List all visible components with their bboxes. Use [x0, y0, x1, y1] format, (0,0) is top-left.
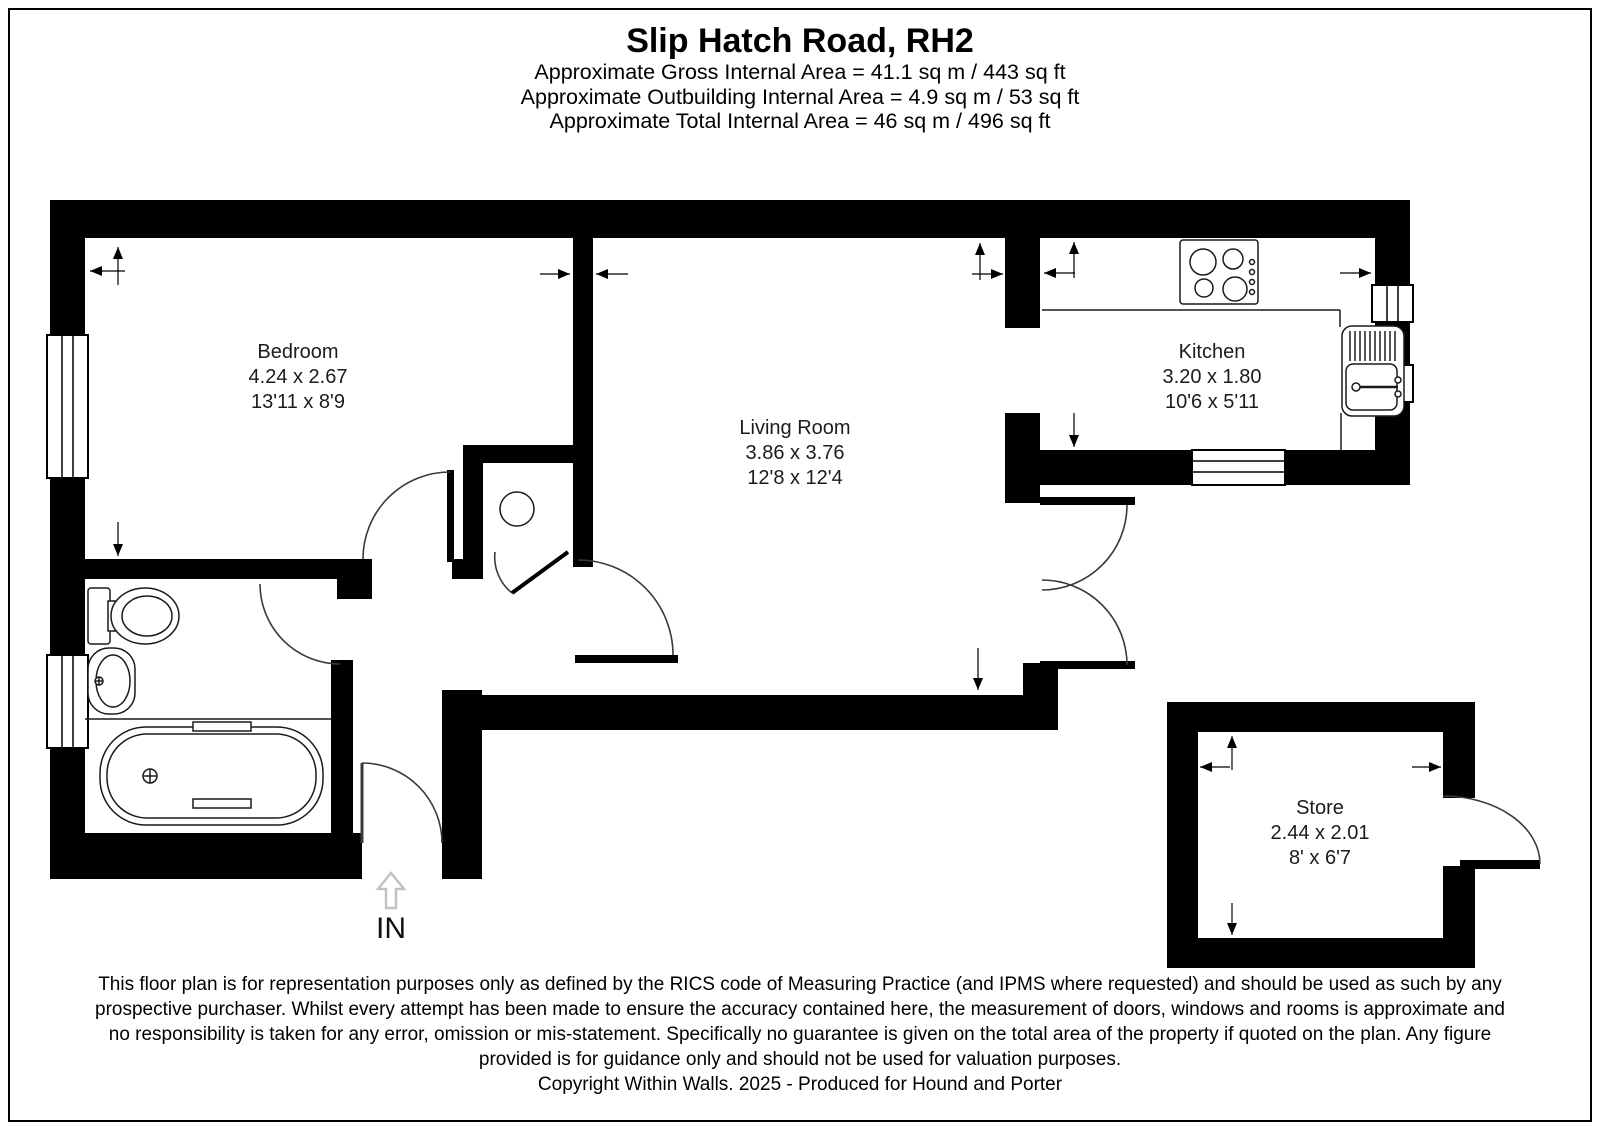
kitchen-window-right-a — [1372, 285, 1413, 322]
bathroom-window — [47, 655, 88, 748]
bedroom-door-arc — [363, 472, 450, 559]
gross-area-line: Approximate Gross Internal Area = 41.1 sq m / 443 sq ft — [534, 60, 1066, 84]
front-door-arc — [362, 763, 442, 843]
store-name: Store — [1296, 797, 1344, 819]
store-wall-right-upper — [1443, 732, 1475, 798]
wall-kitchen-bottom-right — [1285, 450, 1410, 485]
wall-kitchen-divider-upper — [1005, 238, 1040, 328]
wall-bathroom-right — [331, 660, 353, 833]
bedroom-imperial: 13'11 x 8'9 — [250, 391, 345, 413]
sink-basin — [88, 648, 135, 714]
living-room-name: Living Room — [739, 417, 851, 439]
double-door-leaf-top — [1040, 497, 1135, 505]
kitchen-window-bottom — [1192, 450, 1285, 485]
wall-left-b — [50, 478, 85, 655]
living-room-metric: 3.86 x 3.76 — [745, 442, 845, 464]
outbuilding-area-line: Approximate Outbuilding Internal Area = 4.9 sq m / 53 sq ft — [520, 84, 1080, 109]
bedroom-door-leaf — [447, 470, 454, 562]
store-label — [1160, 796, 1480, 871]
kitchen-label — [1052, 340, 1372, 415]
bedroom-window — [47, 335, 88, 478]
wall-living-bottom-right — [1023, 663, 1058, 730]
bedroom-label — [138, 340, 458, 415]
wall-bedroom-bottom — [85, 559, 337, 579]
kitchen-imperial: 10'6 x 5'11 — [1164, 391, 1259, 413]
double-door-arc-top — [1042, 505, 1127, 590]
hob — [1180, 240, 1258, 304]
living-room-imperial: 12'8 x 12'4 — [747, 467, 843, 489]
kitchen-metric: 3.20 x 1.80 — [1162, 366, 1262, 388]
entrance-arrow-icon — [378, 873, 404, 908]
bedroom-metric: 4.24 x 2.67 — [248, 366, 348, 388]
wall-bedroom-step — [337, 559, 372, 599]
wall-kitchen-bottom-left — [1005, 450, 1192, 485]
wall-corridor-right — [442, 690, 482, 879]
wall-left-a — [50, 238, 85, 335]
disclaimer-text: This floor plan is for representation purposes only as defined by the RICS code of Measuring Practice (and IPMS where requested) and should be used as such by any prospective purchaser. Whilst every attempt has been made to ensure the accuracy contained here, the measurement of doors, windows and rooms is approximate and no responsibility is taken for any error, omission or mis-statement. Specifically no guarantee is given on the total area of the property if quoted on the plan. Any figure provided is for guidance only and should not be used for valuation purposes. — [95, 974, 1505, 1070]
total-area-line: Approximate Total Internal Area = 46 sq m / 496 sq ft — [549, 109, 1051, 133]
store-wall-bottom — [1198, 938, 1475, 968]
wall-cupboard-left — [463, 463, 483, 567]
bathtub — [85, 719, 331, 825]
store-metric: 2.44 x 2.01 — [1270, 822, 1370, 844]
store-wall-top — [1167, 702, 1475, 732]
wall-top — [50, 200, 1410, 238]
bathroom-door-arc — [260, 584, 340, 664]
bedroom-name: Bedroom — [257, 341, 339, 363]
store-wall-right-lower — [1443, 866, 1475, 938]
wall-right-a — [1375, 238, 1410, 285]
wall-cupboard-top — [463, 445, 593, 463]
double-door-leaf-bottom — [1040, 661, 1135, 669]
living-room-label — [635, 416, 955, 491]
wall-bath-bottom — [50, 833, 362, 879]
store-imperial: 8' x 6'7 — [1288, 847, 1352, 869]
double-door-arc-bottom — [1042, 580, 1127, 665]
hall-living-door-leaf — [575, 655, 678, 663]
footer — [90, 972, 1510, 1097]
copyright-text: Copyright Within Walls. 2025 - Produced for Hound and Porter — [537, 1074, 1063, 1095]
wall-living-bottom — [482, 695, 1058, 730]
kitchen-name: Kitchen — [1178, 341, 1246, 363]
page-title: Slip Hatch Road, RH2 — [626, 22, 974, 60]
entrance-label: IN — [376, 912, 406, 945]
toilet — [88, 588, 179, 644]
hall-living-door-arc — [578, 560, 673, 655]
wall-bedroom-living-divider — [573, 238, 593, 567]
fixtures — [85, 240, 1404, 825]
cupboard-door-arc — [495, 552, 512, 593]
wall-left-c — [50, 748, 85, 833]
cupboard-door-leaf — [512, 552, 568, 593]
boiler-cylinder — [500, 492, 534, 526]
